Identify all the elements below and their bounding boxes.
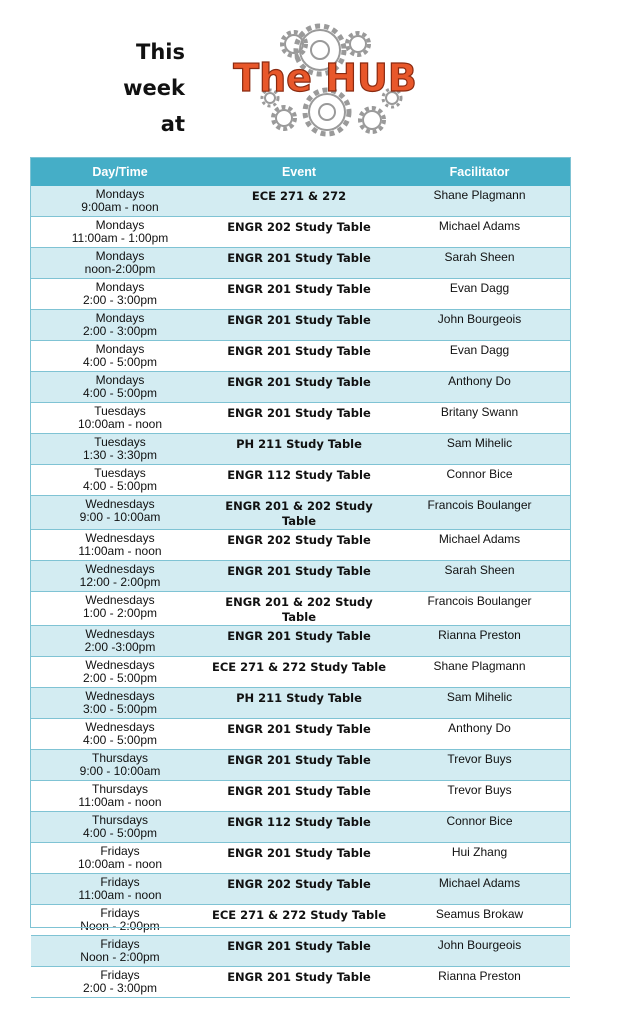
time-label: 4:00 - 5:00pm (82, 386, 158, 400)
facilitator-cell: Britany Swann (389, 403, 570, 434)
event-cell: ENGR 201 Study Table (209, 561, 389, 592)
tagline-at: at (160, 112, 185, 136)
time-label: 4:00 - 5:00pm (82, 826, 158, 840)
event-cell: ENGR 201 Study Table (209, 248, 389, 279)
facilitator-cell: Connor Bice (389, 465, 570, 496)
event-cell: ENGR 201 Study Table (209, 310, 389, 341)
facilitator-cell: Sam Mihelic (389, 688, 570, 719)
table-row (31, 592, 570, 626)
day-label: Fridays (100, 906, 140, 920)
facilitator-cell: Francois Boulanger (389, 592, 570, 626)
schedule-table (31, 158, 570, 998)
time-label: 4:00 - 5:00pm (82, 733, 158, 747)
day-label: Fridays (100, 968, 140, 982)
facilitator-cell: Shane Plagmann (389, 186, 570, 217)
day-label: Wednesdays (85, 531, 155, 545)
event-cell: ECE 271 & 272 (209, 186, 389, 217)
day-time-cell (31, 719, 209, 750)
time-label: 2:00 - 3:00pm (82, 324, 158, 338)
event-cell: ENGR 201 Study Table (209, 341, 389, 372)
day-time-cell (31, 530, 209, 561)
time-label: 11:00am - noon (78, 544, 162, 558)
day-time-cell (31, 781, 209, 812)
event-cell: ENGR 201 Study Table (209, 750, 389, 781)
table-row (31, 465, 570, 496)
day-label: Wednesdays (85, 497, 155, 511)
facilitator-cell: Michael Adams (389, 530, 570, 561)
facilitator-cell: Seamus Brokaw (389, 905, 570, 936)
column-header-daytime: Day/Time (31, 158, 209, 186)
table-header-row (31, 158, 570, 186)
facilitator-cell: Shane Plagmann (389, 657, 570, 688)
table-row (31, 626, 570, 657)
day-time-cell (31, 186, 209, 217)
day-time-cell (31, 561, 209, 592)
facilitator-cell: Evan Dagg (389, 279, 570, 310)
day-time-cell (31, 592, 209, 626)
table-row (31, 688, 570, 719)
time-label: 2:00 - 3:00pm (82, 293, 158, 307)
tagline-week: week (123, 76, 185, 100)
facilitator-cell: John Bourgeois (389, 936, 570, 967)
time-label: 2:00 - 3:00pm (82, 981, 158, 995)
facilitator-cell: Sam Mihelic (389, 434, 570, 465)
day-label: Mondays (95, 218, 145, 232)
table-row (31, 434, 570, 465)
facilitator-cell: Anthony Do (389, 719, 570, 750)
day-label: Wednesdays (85, 562, 155, 576)
day-label: Wednesdays (85, 593, 155, 607)
column-header-event: Event (209, 158, 389, 186)
day-label: Mondays (95, 373, 145, 387)
table-row (31, 812, 570, 843)
table-row (31, 372, 570, 403)
day-label: Tuesdays (94, 466, 146, 480)
facilitator-cell: Trevor Buys (389, 750, 570, 781)
table-row (31, 403, 570, 434)
event-cell: ENGR 112 Study Table (209, 465, 389, 496)
time-label: 1:00 - 2:00pm (82, 606, 158, 620)
facilitator-cell: Rianna Preston (389, 626, 570, 657)
the-hub-logo (222, 20, 428, 138)
day-time-cell (31, 465, 209, 496)
event-cell: ENGR 112 Study Table (209, 812, 389, 843)
day-label: Mondays (95, 187, 145, 201)
day-time-cell (31, 843, 209, 874)
table-row (31, 719, 570, 750)
day-label: Thursdays (91, 813, 149, 827)
day-time-cell (31, 372, 209, 403)
day-label: Wednesdays (85, 658, 155, 672)
day-label: Wednesdays (85, 689, 155, 703)
page-header (0, 0, 621, 150)
day-time-cell (31, 750, 209, 781)
table-row (31, 781, 570, 812)
day-time-cell (31, 626, 209, 657)
day-time-cell (31, 496, 209, 530)
time-label: 3:00 - 5:00pm (82, 702, 158, 716)
table-row (31, 496, 570, 530)
event-cell: ENGR 202 Study Table (209, 874, 389, 905)
time-label: 1:30 - 3:30pm (82, 448, 158, 462)
table-row (31, 561, 570, 592)
logo-text: The HUB (233, 56, 417, 100)
day-time-cell (31, 434, 209, 465)
time-label: 11:00am - noon (78, 795, 162, 809)
table-row (31, 186, 570, 217)
column-header-facilitator: Facilitator (389, 158, 570, 186)
day-label: Tuesdays (94, 404, 146, 418)
tagline-this: This (136, 40, 185, 64)
event-cell: ENGR 201 & 202 Study Table (209, 496, 389, 530)
day-time-cell (31, 967, 209, 998)
day-time-cell (31, 279, 209, 310)
event-cell: ECE 271 & 272 Study Table (209, 905, 389, 936)
facilitator-cell: Michael Adams (389, 874, 570, 905)
day-time-cell (31, 936, 209, 967)
event-cell: ENGR 201 Study Table (209, 279, 389, 310)
time-label: 9:00 - 10:00am (79, 764, 161, 778)
event-cell: ECE 271 & 272 Study Table (209, 657, 389, 688)
time-label: 9:00am - noon (81, 200, 159, 214)
event-cell: PH 211 Study Table (209, 434, 389, 465)
day-time-cell (31, 341, 209, 372)
facilitator-cell: Francois Boulanger (389, 496, 570, 530)
event-cell: ENGR 201 Study Table (209, 403, 389, 434)
table-row (31, 843, 570, 874)
day-label: Fridays (100, 937, 140, 951)
day-time-cell (31, 310, 209, 341)
day-label: Fridays (100, 844, 140, 858)
facilitator-cell: John Bourgeois (389, 310, 570, 341)
event-cell: PH 211 Study Table (209, 688, 389, 719)
table-row (31, 936, 570, 967)
day-label: Mondays (95, 280, 145, 294)
day-time-cell (31, 657, 209, 688)
event-cell: ENGR 201 Study Table (209, 781, 389, 812)
day-time-cell (31, 688, 209, 719)
day-time-cell (31, 217, 209, 248)
day-label: Mondays (95, 249, 145, 263)
table-row (31, 279, 570, 310)
facilitator-cell: Trevor Buys (389, 781, 570, 812)
table-row (31, 905, 570, 936)
time-label: 10:00am - noon (77, 857, 163, 871)
day-label: Mondays (95, 311, 145, 325)
day-time-cell (31, 248, 209, 279)
day-label: Wednesdays (85, 720, 155, 734)
event-cell: ENGR 201 Study Table (209, 719, 389, 750)
day-label: Thursdays (91, 751, 149, 765)
day-time-cell (31, 905, 209, 936)
time-label: 2:00 - 5:00pm (82, 671, 158, 685)
table-row (31, 310, 570, 341)
event-cell: ENGR 202 Study Table (209, 217, 389, 248)
day-time-cell (31, 874, 209, 905)
table-row (31, 750, 570, 781)
day-label: Fridays (100, 875, 140, 889)
facilitator-cell: Anthony Do (389, 372, 570, 403)
event-cell: ENGR 201 & 202 Study Table (209, 592, 389, 626)
table-row (31, 874, 570, 905)
day-label: Tuesdays (94, 435, 146, 449)
time-label: 9:00 - 10:00am (79, 510, 161, 524)
table-row (31, 657, 570, 688)
time-label: 11:00am - noon (78, 888, 162, 902)
day-time-cell (31, 812, 209, 843)
event-cell: ENGR 201 Study Table (209, 843, 389, 874)
day-time-cell (31, 403, 209, 434)
facilitator-cell: Connor Bice (389, 812, 570, 843)
time-label: Noon - 2:00pm (80, 919, 160, 933)
event-cell: ENGR 201 Study Table (209, 936, 389, 967)
table-row (31, 341, 570, 372)
time-label: 11:00am - 1:00pm (71, 231, 169, 245)
facilitator-cell: Hui Zhang (389, 843, 570, 874)
day-label: Wednesdays (85, 627, 155, 641)
table-row (31, 530, 570, 561)
event-cell: ENGR 201 Study Table (209, 626, 389, 657)
time-label: 12:00 - 2:00pm (79, 575, 161, 589)
time-label: 4:00 - 5:00pm (82, 355, 158, 369)
facilitator-cell: Michael Adams (389, 217, 570, 248)
day-label: Thursdays (91, 782, 149, 796)
time-label: 10:00am - noon (77, 417, 163, 431)
table-row (31, 217, 570, 248)
facilitator-cell: Evan Dagg (389, 341, 570, 372)
facilitator-cell: Sarah Sheen (389, 248, 570, 279)
facilitator-cell: Sarah Sheen (389, 561, 570, 592)
event-cell: ENGR 201 Study Table (209, 967, 389, 998)
schedule-rows (31, 186, 570, 998)
time-label: 4:00 - 5:00pm (82, 479, 158, 493)
event-cell: ENGR 201 Study Table (209, 372, 389, 403)
time-label: 2:00 -3:00pm (84, 640, 156, 654)
table-row (31, 248, 570, 279)
time-label: noon-2:00pm (84, 262, 156, 276)
day-label: Mondays (95, 342, 145, 356)
facilitator-cell: Rianna Preston (389, 967, 570, 998)
event-cell: ENGR 202 Study Table (209, 530, 389, 561)
time-label: Noon - 2:00pm (80, 950, 160, 964)
table-row (31, 967, 570, 998)
